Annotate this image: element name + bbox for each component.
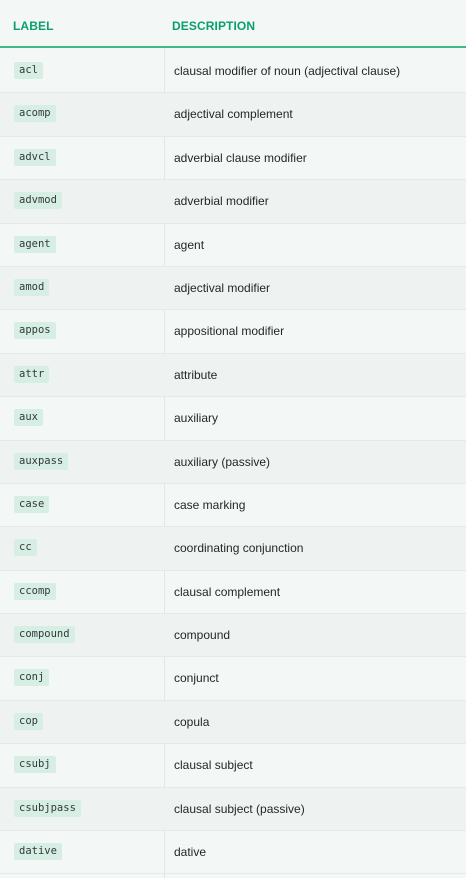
label-description: adverbial modifier bbox=[174, 194, 269, 209]
label-code: csubjpass bbox=[14, 800, 81, 817]
table-row bbox=[0, 93, 466, 136]
table-row bbox=[0, 397, 466, 440]
label-description: case marking bbox=[174, 497, 246, 512]
label-code: acl bbox=[14, 62, 43, 79]
label-code: agent bbox=[14, 236, 56, 253]
label-description: adjectival modifier bbox=[174, 280, 271, 295]
table-row bbox=[0, 744, 466, 787]
label-description: adverbial clause modifier bbox=[174, 150, 307, 165]
table-row bbox=[0, 657, 466, 700]
label-description: auxiliary bbox=[174, 411, 219, 426]
label-code: cc bbox=[14, 539, 37, 556]
label-description: auxiliary (passive) bbox=[174, 454, 271, 469]
header-description: DESCRIPTION bbox=[172, 19, 256, 33]
label-description: appositional modifier bbox=[174, 324, 285, 339]
label-description: coordinating conjunction bbox=[174, 541, 304, 556]
table-header bbox=[0, 0, 466, 48]
label-description: attribute bbox=[174, 367, 218, 382]
label-code: case bbox=[14, 496, 49, 513]
table-row bbox=[0, 441, 466, 484]
table-body bbox=[0, 50, 466, 874]
table-row bbox=[0, 571, 466, 614]
label-description: clausal subject (passive) bbox=[174, 801, 305, 816]
label-description: clausal modifier of noun (adjectival clause) bbox=[174, 64, 401, 78]
table-row bbox=[0, 484, 466, 527]
label-code: advmod bbox=[14, 192, 62, 209]
table-row bbox=[0, 527, 466, 570]
label-code: dative bbox=[14, 843, 62, 860]
header-label: LABEL bbox=[13, 19, 54, 33]
label-code: advcl bbox=[14, 149, 56, 166]
table-row bbox=[0, 788, 466, 831]
table-row bbox=[0, 614, 466, 657]
label-description: conjunct bbox=[174, 671, 219, 686]
label-description: copula bbox=[174, 714, 210, 729]
label-code: aux bbox=[14, 409, 43, 426]
table-row bbox=[0, 831, 466, 874]
label-code: attr bbox=[14, 366, 49, 383]
label-code: appos bbox=[14, 322, 56, 339]
table-row bbox=[0, 180, 466, 223]
table-row bbox=[0, 354, 466, 397]
label-description: agent bbox=[174, 237, 205, 252]
label-description: adjectival complement bbox=[174, 107, 293, 122]
label-description: dative bbox=[174, 845, 207, 860]
label-code: compound bbox=[14, 626, 75, 643]
label-code: ccomp bbox=[14, 583, 56, 600]
label-code: csubj bbox=[14, 756, 56, 773]
label-code: acomp bbox=[14, 105, 56, 122]
label-code: auxpass bbox=[14, 453, 68, 470]
table-row bbox=[0, 224, 466, 267]
label-description: clausal complement bbox=[174, 584, 281, 599]
table-row bbox=[0, 310, 466, 353]
label-description: compound bbox=[174, 628, 231, 643]
table-row bbox=[0, 137, 466, 180]
table-row bbox=[0, 50, 466, 93]
label-code: conj bbox=[14, 669, 49, 686]
label-code: amod bbox=[14, 279, 49, 296]
label-code: cop bbox=[14, 713, 43, 730]
table-row bbox=[0, 267, 466, 310]
table-row bbox=[0, 701, 466, 744]
label-description: clausal subject bbox=[174, 758, 253, 773]
